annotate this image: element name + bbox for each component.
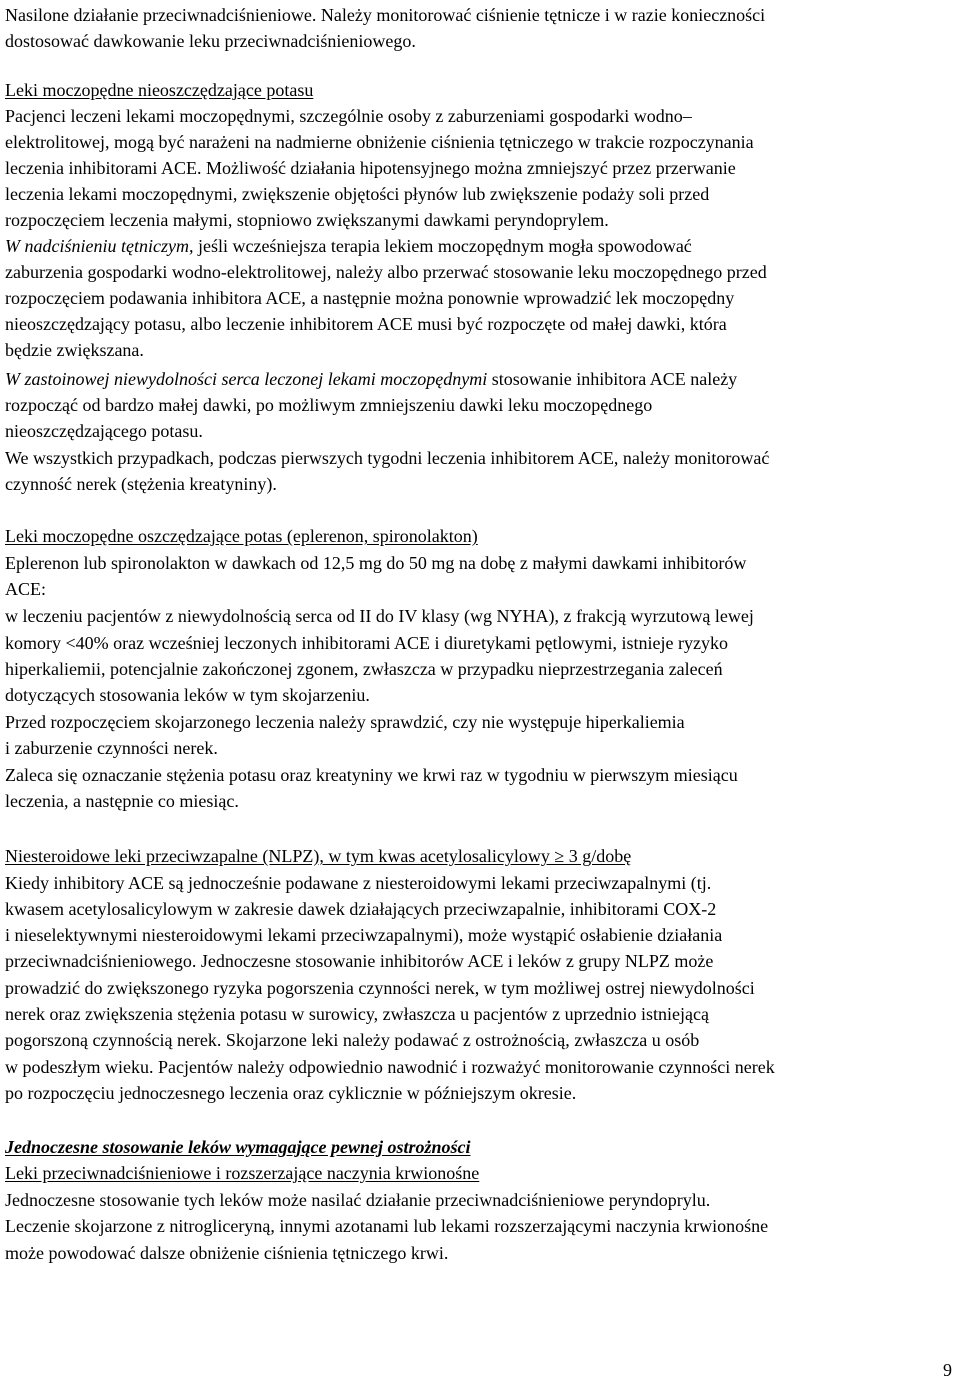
text-line: Leczenie skojarzone z nitrogliceryną, innymi azotanami lub lekami rozszerzającymi naczynia krwionośne <box>5 1216 769 1236</box>
text-line: po rozpoczęciu jednoczesnego leczenia oraz cyklicznie w późniejszym okresie. <box>5 1083 577 1103</box>
text-line: leczenia lekami moczopędnymi, zwiększenie objętości płynów lub zwiększenie podaży soli przed <box>5 184 710 204</box>
section-heading-nsaid: Niesteroidowe leki przeciwzapalne (NLPZ), w tym kwas acetylosalicylowy ≥ 3 g/dobę <box>5 846 632 866</box>
text-line: w podeszłym wieku. Pacjentów należy odpowiednio nawodnić i rozważyć monitorowanie czynności nerek <box>5 1057 775 1077</box>
text-line: leczenia inhibitorami ACE. Możliwość działania hipotensyjnego można zmniejszyć przez przerwanie <box>5 158 736 178</box>
text-line: zaburzenia gospodarki wodno-elektrolitowej, należy albo przerwać stosowanie leku moczopędnego przed <box>5 262 767 282</box>
text-line: Nasilone działanie przeciwnadciśnieniowe. Należy monitorować ciśnienie tętnicze i w razie konieczności <box>5 5 766 25</box>
section-heading-caution: Jednoczesne stosowanie leków wymagające pewnej ostrożności <box>5 1137 471 1157</box>
text-line: dostosować dawkowanie leku przeciwnadciśnieniowego. <box>5 31 416 51</box>
text-line: We wszystkich przypadkach, podczas pierwszych tygodni leczenia inhibitorem ACE, należy monitorować <box>5 448 770 468</box>
italic-phrase: W nadciśnieniu tętniczym, <box>5 236 194 256</box>
text-line: rozpocząć od bardzo małej dawki, po możliwym zmniejszeniu dawki leku moczopędnego <box>5 395 653 415</box>
text-line: hiperkaliemii, potencjalnie zakończonej zgonem, zwłaszcza w przypadku nieprzestrzegania zaleceń <box>5 659 723 679</box>
subsection-heading-antihypertensives: Leki przeciwnadciśnieniowe i rozszerzające naczynia krwionośne <box>5 1163 480 1183</box>
text-line <box>5 366 737 392</box>
text-line: przeciwnadciśnieniowego. Jednoczesne stosowanie inhibitorów ACE i leków z grupy NLPZ może <box>5 951 714 971</box>
section-heading-nonsparing-diuretics: Leki moczopędne nieoszczędzające potasu <box>5 80 314 100</box>
text-run: stosowanie inhibitora ACE należy <box>487 369 738 389</box>
text-line: i zaburzenie czynności nerek. <box>5 738 218 758</box>
text-run: jeśli wcześniejsza terapia lekiem moczopędnym mogła spowodować <box>193 236 692 256</box>
text-line: czynność nerek (stężenia kreatyniny). <box>5 474 277 494</box>
text-line: kwasem acetylosalicylowym w zakresie dawek działających przeciwzapalnie, inhibitorami COX-2 <box>5 899 717 919</box>
text-line: nieoszczędzającego potasu. <box>5 421 203 441</box>
text-line: Eplerenon lub spironolakton w dawkach od 12,5 mg do 50 mg na dobę z małymi dawkami inhibitorów <box>5 553 747 573</box>
text-line: rozpoczęciem podawania inhibitora ACE, a następnie można ponownie wprowadzić lek moczopędny <box>5 288 735 308</box>
text-line: leczenia, a następnie co miesiąc. <box>5 791 239 811</box>
text-line <box>5 233 692 259</box>
text-line: dotyczących stosowania leków w tym skojarzeniu. <box>5 685 370 705</box>
text-line: Przed rozpoczęciem skojarzonego leczenia należy sprawdzić, czy nie występuje hiperkaliemia <box>5 712 685 732</box>
page-number: 9 <box>943 1360 952 1380</box>
text-line: ACE: <box>5 579 47 599</box>
section-heading-sparing-diuretics: Leki moczopędne oszczędzające potas (eplerenon, spironolakton) <box>5 526 478 546</box>
text-line: elektrolitowej, mogą być narażeni na nadmierne obniżenie ciśnienia tętniczego w trakcie rozpoczynania <box>5 132 754 152</box>
text-line: w leczeniu pacjentów z niewydolnością serca od II do IV klasy (wg NYHA), z frakcją wyrzutową lewej <box>5 606 754 626</box>
text-line: Kiedy inhibitory ACE są jednocześnie podawane z niesteroidowymi lekami przeciwzapalnymi (tj. <box>5 873 712 893</box>
text-line: prowadzić do zwiększonego ryzyka pogorszenia czynności nerek, w tym możliwej ostrej niewydolności <box>5 978 755 998</box>
text-line: komory <40% oraz wcześniej leczonych inhibitorami ACE i diuretykami pętlowymi, istnieje ryzyko <box>5 633 728 653</box>
text-line: nerek oraz zwiększenia stężenia potasu w surowicy, zwłaszcza u pacjentów z uprzednio istniejącą <box>5 1004 710 1024</box>
text-line: i nieselektywnymi niesteroidowymi lekami przeciwzapalnymi), może wystąpić osłabienie działania <box>5 925 723 945</box>
text-line: nieoszczędzający potasu, albo leczenie inhibitorem ACE musi być rozpoczęte od małej dawki, która <box>5 314 727 334</box>
text-line: Pacjenci leczeni lekami moczopędnymi, szczególnie osoby z zaburzeniami gospodarki wodno– <box>5 106 692 126</box>
text-line: Jednoczesne stosowanie tych leków może nasilać działanie przeciwnadciśnieniowe peryndoprylu. <box>5 1190 711 1210</box>
text-line: Zaleca się oznaczanie stężenia potasu oraz kreatyniny we krwi raz w tygodniu w pierwszym miesiącu <box>5 765 738 785</box>
text-line: będzie zwiększana. <box>5 340 144 360</box>
text-line: może powodować dalsze obniżenie ciśnienia tętniczego krwi. <box>5 1243 449 1263</box>
italic-phrase: W zastoinowej niewydolności serca leczonej lekami moczopędnymi <box>5 369 488 389</box>
text-line: rozpoczęciem leczenia małymi, stopniowo zwiększanymi dawkami peryndoprylem. <box>5 210 609 230</box>
text-line: pogorszoną czynnością nerek. Skojarzone leki należy podawać z ostrożnością, zwłaszcza u osób <box>5 1030 700 1050</box>
